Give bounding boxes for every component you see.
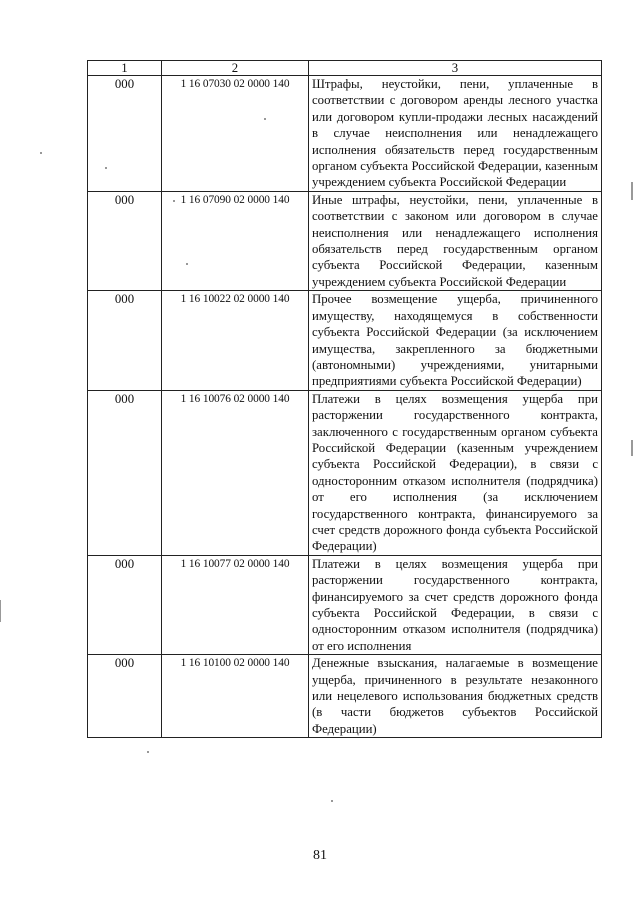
column-header-3: 3 xyxy=(309,61,602,76)
table-row xyxy=(88,390,602,555)
budget-code-cell: 1 16 10022 02 0000 140 xyxy=(162,291,309,390)
description-cell: Прочее возмещение ущерба, причиненного имуществу, находящемуся в собственности субъекта Российской Федерации (за исключением имущества, закрепленного за бюджетными (автономными) учреждениями, унитарными предприятиями субъекта Российской Федерации) xyxy=(309,291,602,390)
scan-speck xyxy=(105,167,107,169)
description-cell: Платежи в целях возмещения ущерба при расторжении государственного контракта, финансируемого за счет средств дорожного фонда субъекта Российской Федерации, в связи с односторонним отказом исполнителя (подрядчика) от его исполнения xyxy=(309,555,602,654)
table-row xyxy=(88,291,602,390)
scan-speck xyxy=(331,800,333,802)
page-number: 81 xyxy=(313,848,327,863)
description-cell: Платежи в целях возмещения ущерба при расторжении государственного контракта, заключенного с государственным органом субъекта Российской Федерации (казенным учреждением субъекта Российской Федерации), в связи с односторонним отказом исполнителя (подрядчика) от его исполнения (за исключением государственного контракта, финансируемого за счет средств дорожного фонда субъекта Российской Федерации) xyxy=(309,390,602,555)
scan-speck xyxy=(40,152,42,154)
table-header-row xyxy=(88,61,602,76)
table-row xyxy=(88,191,602,290)
scan-speck xyxy=(147,751,149,753)
budget-code-cell: 1 16 10100 02 0000 140 xyxy=(162,655,309,738)
scan-speck xyxy=(186,263,188,265)
budget-code-cell: 1 16 07090 02 0000 140 xyxy=(162,191,309,290)
scan-edge-mark xyxy=(631,440,633,456)
description-cell: Денежные взыскания, налагаемые в возмещение ущерба, причиненного в результате незаконного или нецелевого использования бюджетных средств (в части бюджетов субъектов Российской Федерации) xyxy=(309,655,602,738)
scan-speck xyxy=(173,200,175,202)
scan-edge-mark xyxy=(0,600,1,622)
admin-code-cell: 000 xyxy=(88,191,162,290)
budget-code-cell: 1 16 10076 02 0000 140 xyxy=(162,390,309,555)
column-header-1: 1 xyxy=(88,61,162,76)
admin-code-cell: 000 xyxy=(88,76,162,192)
admin-code-cell: 000 xyxy=(88,655,162,738)
column-header-2: 2 xyxy=(162,61,309,76)
scan-edge-mark xyxy=(631,182,633,200)
admin-code-cell: 000 xyxy=(88,555,162,654)
table-row xyxy=(88,555,602,654)
admin-code-cell: 000 xyxy=(88,390,162,555)
admin-code-cell: 000 xyxy=(88,291,162,390)
table-row xyxy=(88,655,602,738)
budget-code-cell: 1 16 10077 02 0000 140 xyxy=(162,555,309,654)
description-cell: Иные штрафы, неустойки, пени, уплаченные в соответствии с законом или договором в случае неисполнения или ненадлежащего исполнения обязательств перед государственным органом субъекта Российской Федерации, казенным учреждением субъекта Российской Федерации xyxy=(309,191,602,290)
scan-speck xyxy=(264,118,266,120)
description-cell: Штрафы, неустойки, пени, уплаченные в соответствии с договором аренды лесного участка или договором купли-продажи лесных насаждений в случае неисполнения или ненадлежащего исполнения обязательств перед государственным органом субъекта Российской Федерации, казенным учреждением субъекта Российской Федерации xyxy=(309,76,602,192)
budget-codes-table xyxy=(87,60,602,738)
budget-code-cell: 1 16 07030 02 0000 140 xyxy=(162,76,309,192)
table-row xyxy=(88,76,602,192)
